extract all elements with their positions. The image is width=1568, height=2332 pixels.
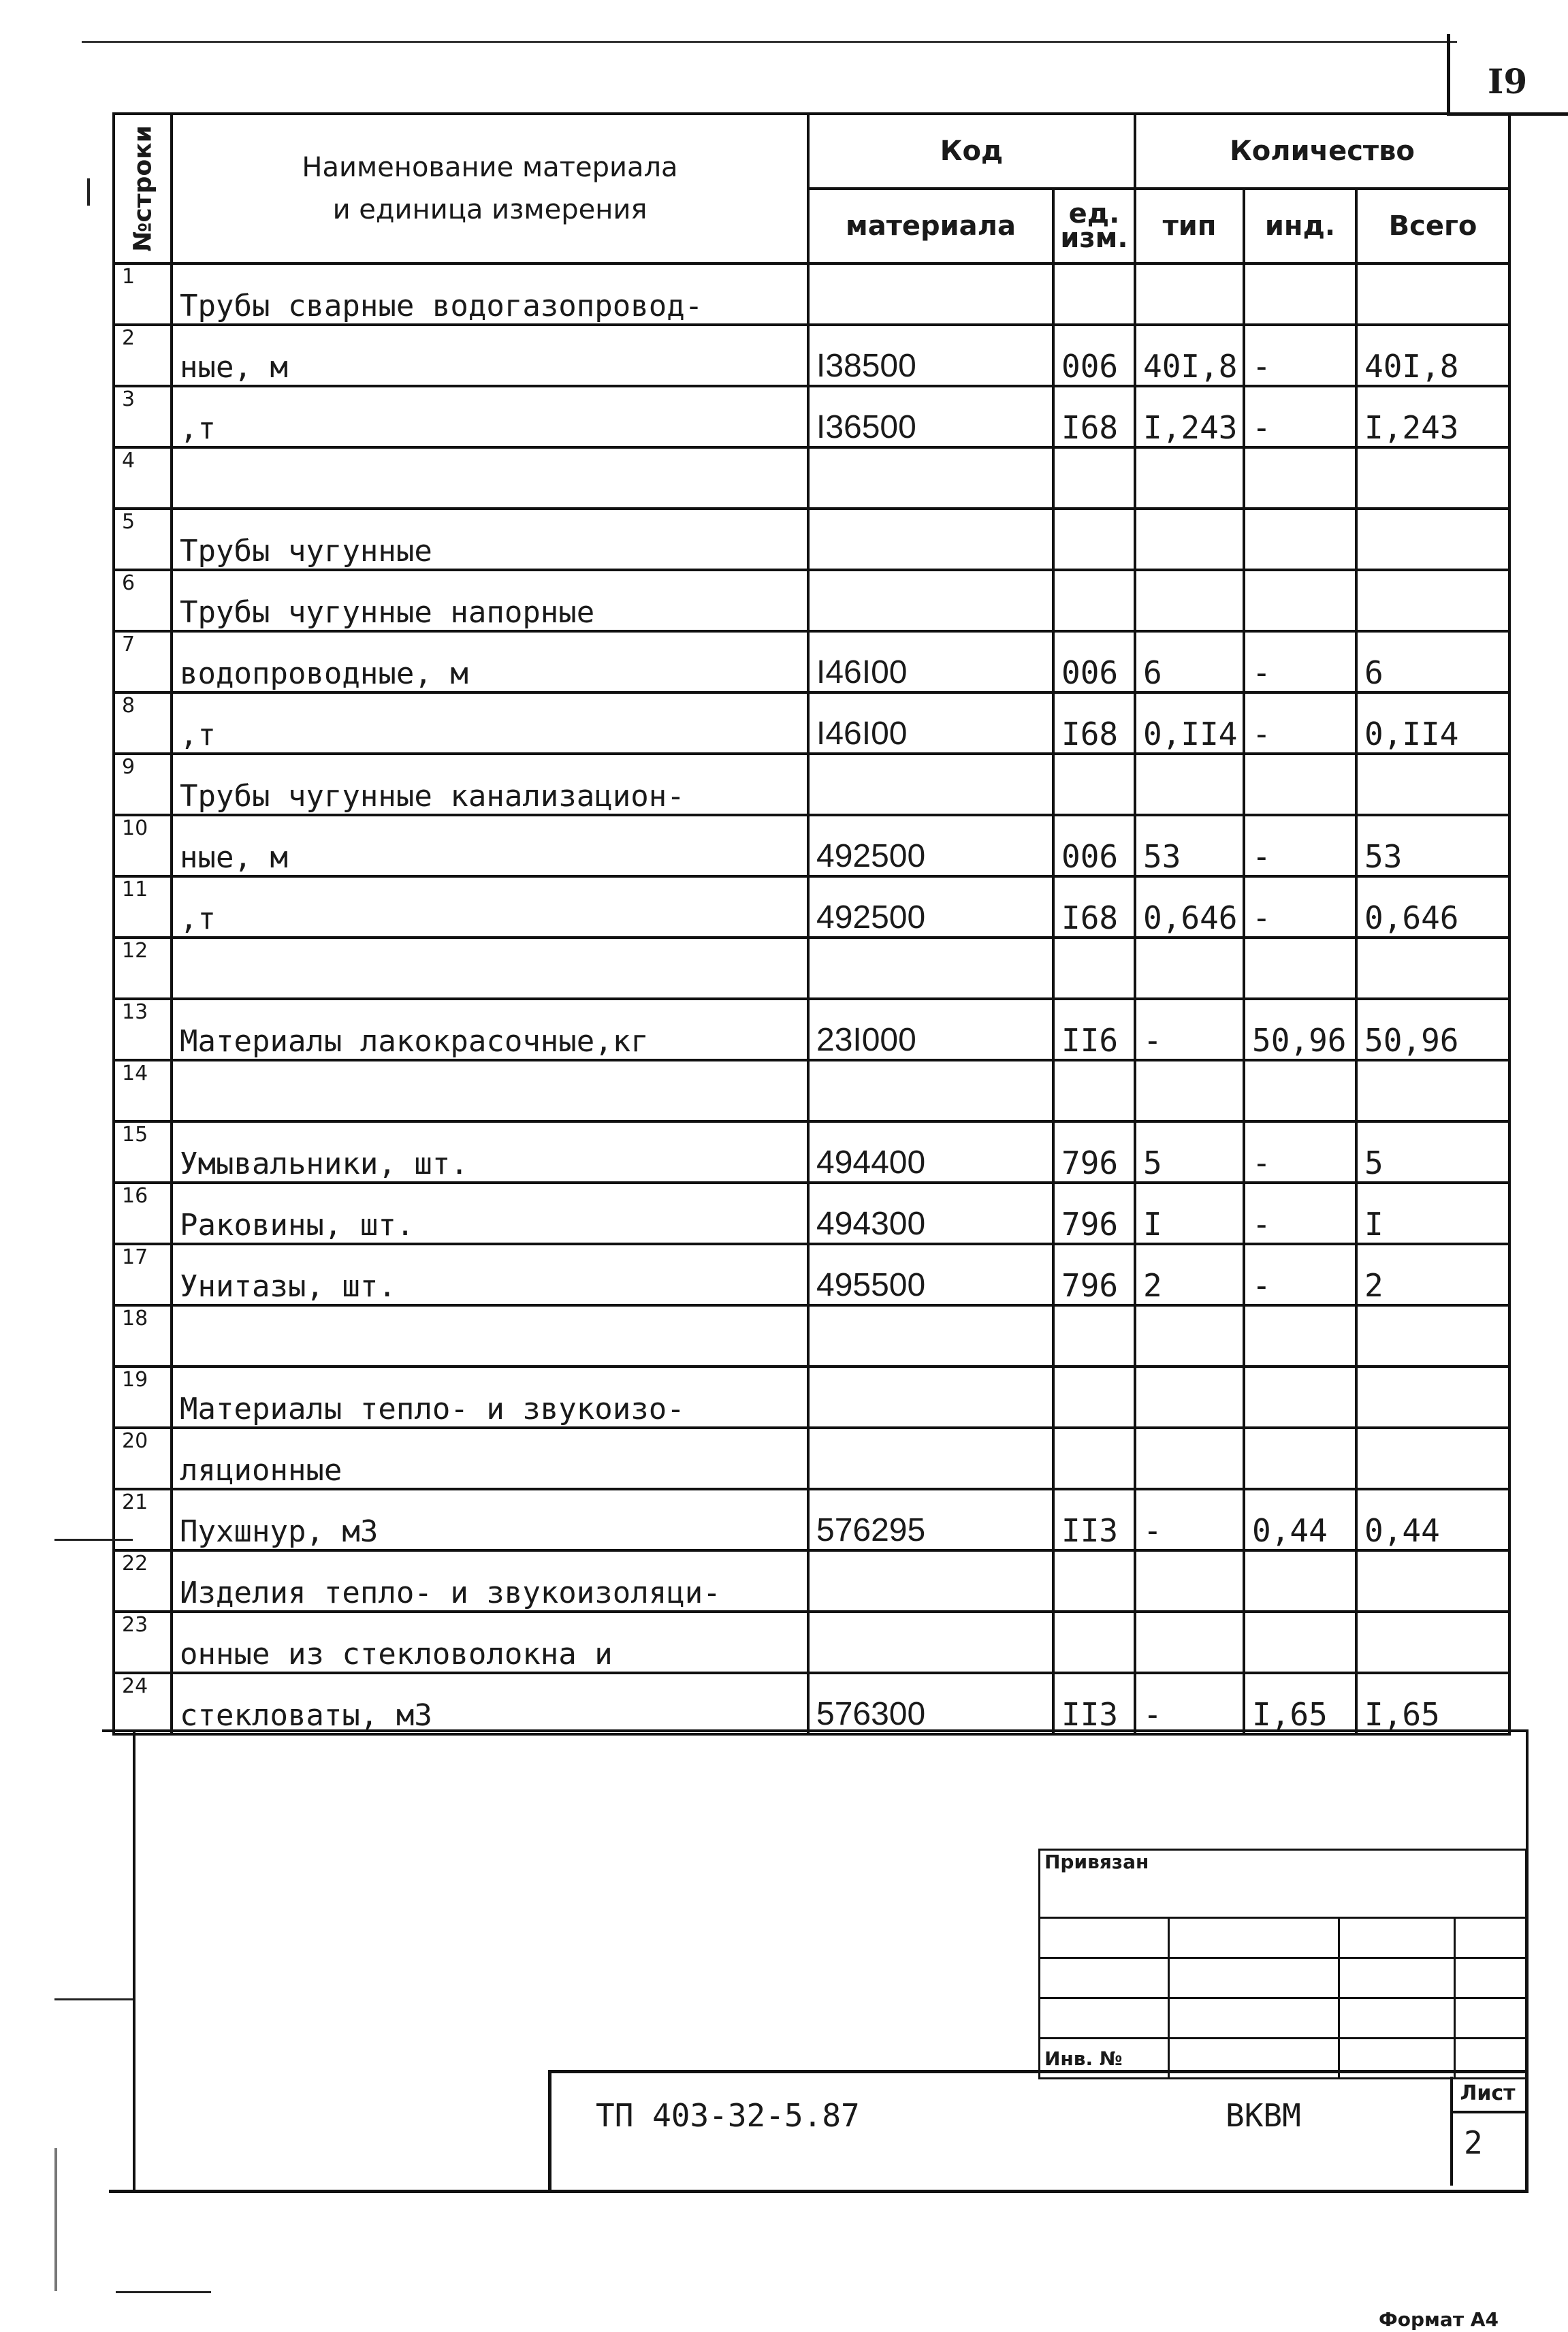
table-row-15 (114, 1121, 1509, 1183)
unit-code (1053, 1612, 1135, 1673)
quantity-total: 50,96 (1356, 999, 1509, 1060)
quantity-typ (1135, 447, 1244, 509)
material-code (808, 938, 1053, 999)
table-row-11 (114, 876, 1509, 938)
quantity-total: 2 (1356, 1244, 1509, 1305)
quantity-ind: - (1244, 1183, 1356, 1244)
materials-table (112, 112, 1511, 1736)
quantity-ind (1244, 1305, 1356, 1367)
row-number: 18 (114, 1305, 172, 1367)
row-number: 21 (114, 1489, 172, 1550)
quantity-total: I,243 (1356, 386, 1509, 447)
quantity-total (1356, 1612, 1509, 1673)
unit-code: 006 (1053, 325, 1135, 386)
material-name: ,т (172, 692, 808, 754)
material-name: Трубы чугунные напорные (172, 570, 808, 631)
quantity-ind: - (1244, 325, 1356, 386)
quantity-header: Количество (1135, 114, 1509, 189)
table-row-20 (114, 1428, 1509, 1489)
material-name (172, 447, 808, 509)
code-header: Код (808, 114, 1135, 189)
quantity-typ (1135, 1612, 1244, 1673)
quantity-typ (1135, 1305, 1244, 1367)
material-code (808, 570, 1053, 631)
quantity-ind (1244, 1428, 1356, 1489)
table-row-4 (114, 447, 1509, 509)
binding-stamp (1038, 1849, 1527, 2079)
quantity-total (1356, 1428, 1509, 1489)
table-row-19 (114, 1367, 1509, 1428)
unit-code: I68 (1053, 876, 1135, 938)
quantity-total: I (1356, 1183, 1509, 1244)
row-number: 11 (114, 876, 172, 938)
name-header-line2: и единица измерения (332, 194, 647, 225)
quantity-typ: 0,II4 (1135, 692, 1244, 754)
quantity-total: I,65 (1356, 1673, 1509, 1734)
material-code (808, 1428, 1053, 1489)
unit-code: 796 (1053, 1183, 1135, 1244)
material-name: Трубы сварные водогазопровод- (172, 263, 808, 325)
unit-code (1053, 1060, 1135, 1121)
row-number: 2 (114, 325, 172, 386)
header-row-1 (114, 114, 1509, 189)
material-code: 576295 (808, 1489, 1053, 1550)
row-number: 20 (114, 1428, 172, 1489)
unit-code: 796 (1053, 1121, 1135, 1183)
name-header-line1: Наименование материала (302, 152, 678, 183)
quantity-total (1356, 1305, 1509, 1367)
scan-mark (54, 2148, 57, 2291)
quantity-total: 6 (1356, 631, 1509, 692)
row-number: 17 (114, 1244, 172, 1305)
row-number: 23 (114, 1612, 172, 1673)
table-row-17 (114, 1244, 1509, 1305)
material-name: Изделия тепло- и звукоизоляци- (172, 1550, 808, 1612)
quantity-typ: 53 (1135, 815, 1244, 876)
quantity-total (1356, 509, 1509, 570)
total-header: Всего (1356, 189, 1509, 263)
row-number: 15 (114, 1121, 172, 1183)
lower-frame-left (133, 1729, 135, 2192)
bound-label: Привязан (1040, 1850, 1526, 1918)
material-name: стекловаты, м3 (172, 1673, 808, 1734)
quantity-typ: - (1135, 1489, 1244, 1550)
material-name: ,т (172, 386, 808, 447)
sheet-label: Лист (1450, 2077, 1525, 2113)
table-row-5 (114, 509, 1509, 570)
quantity-ind (1244, 570, 1356, 631)
material-code (808, 263, 1053, 325)
quantity-total (1356, 570, 1509, 631)
unit-code (1053, 754, 1135, 815)
ind-header: инд. (1244, 189, 1356, 263)
quantity-ind: - (1244, 815, 1356, 876)
quantity-typ: - (1135, 1673, 1244, 1734)
material-code: I46I00 (808, 631, 1053, 692)
material-name: Трубы чугунные канализацион- (172, 754, 808, 815)
quantity-total: 5 (1356, 1121, 1509, 1183)
quantity-ind (1244, 447, 1356, 509)
quantity-ind (1244, 509, 1356, 570)
unit-code (1053, 938, 1135, 999)
unit-code-header: ед. изм. (1053, 189, 1135, 263)
table-row-7 (114, 631, 1509, 692)
unit-code: I68 (1053, 692, 1135, 754)
row-number: 9 (114, 754, 172, 815)
material-code (808, 1612, 1053, 1673)
material-name: Унитазы, шт. (172, 1244, 808, 1305)
material-name: Материалы лакокрасочные,кг (172, 999, 808, 1060)
row-number: 19 (114, 1367, 172, 1428)
lower-frame-top (102, 1729, 1529, 1732)
material-code: I36500 (808, 386, 1053, 447)
quantity-typ: 0,646 (1135, 876, 1244, 938)
material-code: 494300 (808, 1183, 1053, 1244)
quantity-ind: - (1244, 386, 1356, 447)
unit-code: II6 (1053, 999, 1135, 1060)
quantity-ind (1244, 1550, 1356, 1612)
row-number: 1 (114, 263, 172, 325)
quantity-typ: 5 (1135, 1121, 1244, 1183)
table-row-10 (114, 815, 1509, 876)
row-number: 16 (114, 1183, 172, 1244)
document-mark: ВКВМ (1226, 2097, 1301, 2134)
material-name: онные из стекловолокна и (172, 1612, 808, 1673)
material-name: водопроводные, м (172, 631, 808, 692)
row-number: 6 (114, 570, 172, 631)
material-code: 576300 (808, 1673, 1053, 1734)
material-name (172, 938, 808, 999)
quantity-total (1356, 938, 1509, 999)
row-number: 4 (114, 447, 172, 509)
quantity-ind (1244, 263, 1356, 325)
quantity-total: 0,646 (1356, 876, 1509, 938)
quantity-typ: 2 (1135, 1244, 1244, 1305)
material-code (808, 1305, 1053, 1367)
material-name: ляционные (172, 1428, 808, 1489)
table-row-8 (114, 692, 1509, 754)
unit-code: II3 (1053, 1489, 1135, 1550)
name-header (172, 114, 808, 263)
material-name (172, 1060, 808, 1121)
table-row-6 (114, 570, 1509, 631)
material-code (808, 1367, 1053, 1428)
quantity-ind (1244, 938, 1356, 999)
material-code (808, 1060, 1053, 1121)
material-code: 492500 (808, 876, 1053, 938)
unit-code (1053, 1367, 1135, 1428)
quantity-typ (1135, 509, 1244, 570)
material-name: ,т (172, 876, 808, 938)
material-code (808, 754, 1053, 815)
row-number-header: №строки (114, 114, 172, 263)
unit-code (1053, 263, 1135, 325)
material-code (808, 509, 1053, 570)
row-number: 24 (114, 1673, 172, 1734)
table-row-2 (114, 325, 1509, 386)
row-number: 5 (114, 509, 172, 570)
quantity-total: 53 (1356, 815, 1509, 876)
row-number: 22 (114, 1550, 172, 1612)
unit-code (1053, 509, 1135, 570)
quantity-typ (1135, 570, 1244, 631)
quantity-typ (1135, 938, 1244, 999)
material-code: 492500 (808, 815, 1053, 876)
material-name: Раковины, шт. (172, 1183, 808, 1244)
quantity-total: 0,44 (1356, 1489, 1509, 1550)
quantity-total (1356, 1550, 1509, 1612)
quantity-typ (1135, 754, 1244, 815)
format-label: Формат А4 (1379, 2308, 1499, 2331)
unit-code (1053, 1550, 1135, 1612)
quantity-typ: I (1135, 1183, 1244, 1244)
quantity-total (1356, 1367, 1509, 1428)
scan-mark (87, 178, 90, 206)
material-code (808, 447, 1053, 509)
quantity-typ (1135, 1428, 1244, 1489)
quantity-ind (1244, 1367, 1356, 1428)
quantity-typ (1135, 1060, 1244, 1121)
quantity-ind: - (1244, 876, 1356, 938)
unit-code (1053, 570, 1135, 631)
row-number: 8 (114, 692, 172, 754)
material-code: 23I000 (808, 999, 1053, 1060)
table-row-9 (114, 754, 1509, 815)
table-row-18 (114, 1305, 1509, 1367)
row-number: 10 (114, 815, 172, 876)
quantity-total (1356, 263, 1509, 325)
quantity-ind: 50,96 (1244, 999, 1356, 1060)
table-row-24 (114, 1673, 1509, 1734)
quantity-typ (1135, 1367, 1244, 1428)
quantity-typ (1135, 1550, 1244, 1612)
unit-code (1053, 447, 1135, 509)
unit-code (1053, 1305, 1135, 1367)
typ-header: тип (1135, 189, 1244, 263)
material-name: ные, м (172, 325, 808, 386)
quantity-ind: - (1244, 1121, 1356, 1183)
unit-code: 006 (1053, 815, 1135, 876)
quantity-ind: I,65 (1244, 1673, 1356, 1734)
table-row-16 (114, 1183, 1509, 1244)
sheet-number: 2 (1464, 2124, 1483, 2161)
quantity-typ (1135, 263, 1244, 325)
unit-code: II3 (1053, 1673, 1135, 1734)
unit-code (1053, 1428, 1135, 1489)
quantity-typ: - (1135, 999, 1244, 1060)
material-name: Умывальники, шт. (172, 1121, 808, 1183)
row-number: 12 (114, 938, 172, 999)
inventory-label: Инв. № (1040, 2039, 1169, 2079)
quantity-ind: - (1244, 1244, 1356, 1305)
table-row-22 (114, 1550, 1509, 1612)
document-code: ТП 403-32-5.87 (596, 2097, 860, 2134)
material-code (808, 1550, 1053, 1612)
unit-code: 796 (1053, 1244, 1135, 1305)
scan-mark (116, 2291, 211, 2293)
quantity-ind: 0,44 (1244, 1489, 1356, 1550)
row-number: 7 (114, 631, 172, 692)
quantity-ind: - (1244, 631, 1356, 692)
table-row-13 (114, 999, 1509, 1060)
table-row-12 (114, 938, 1509, 999)
scan-mark (54, 1998, 133, 2000)
page-number: I9 (1488, 61, 1528, 101)
material-name: Материалы тепло- и звукоизо- (172, 1367, 808, 1428)
material-name (172, 1305, 808, 1367)
quantity-typ: 6 (1135, 631, 1244, 692)
material-code: 495500 (808, 1244, 1053, 1305)
material-code: I46I00 (808, 692, 1053, 754)
table-row-23 (114, 1612, 1509, 1673)
quantity-ind (1244, 1060, 1356, 1121)
row-number: 14 (114, 1060, 172, 1121)
table-row-1 (114, 263, 1509, 325)
unit-code: I68 (1053, 386, 1135, 447)
table-row-14 (114, 1060, 1509, 1121)
quantity-total (1356, 754, 1509, 815)
quantity-ind (1244, 754, 1356, 815)
quantity-ind: - (1244, 692, 1356, 754)
quantity-ind (1244, 1612, 1356, 1673)
quantity-typ: I,243 (1135, 386, 1244, 447)
quantity-total: 40I,8 (1356, 325, 1509, 386)
material-code-header: материала (808, 189, 1053, 263)
quantity-total (1356, 1060, 1509, 1121)
material-code: I38500 (808, 325, 1053, 386)
table-row-21 (114, 1489, 1509, 1550)
table-row-3 (114, 386, 1509, 447)
unit-code: 006 (1053, 631, 1135, 692)
material-name: Пухшнур, м3 (172, 1489, 808, 1550)
material-name: Трубы чугунные (172, 509, 808, 570)
top-rule (82, 41, 1457, 43)
material-name: ные, м (172, 815, 808, 876)
quantity-total: 0,II4 (1356, 692, 1509, 754)
scan-mark (54, 1539, 133, 1541)
material-code: 494400 (808, 1121, 1053, 1183)
row-number: 13 (114, 999, 172, 1060)
row-number: 3 (114, 386, 172, 447)
quantity-typ: 40I,8 (1135, 325, 1244, 386)
quantity-total (1356, 447, 1509, 509)
